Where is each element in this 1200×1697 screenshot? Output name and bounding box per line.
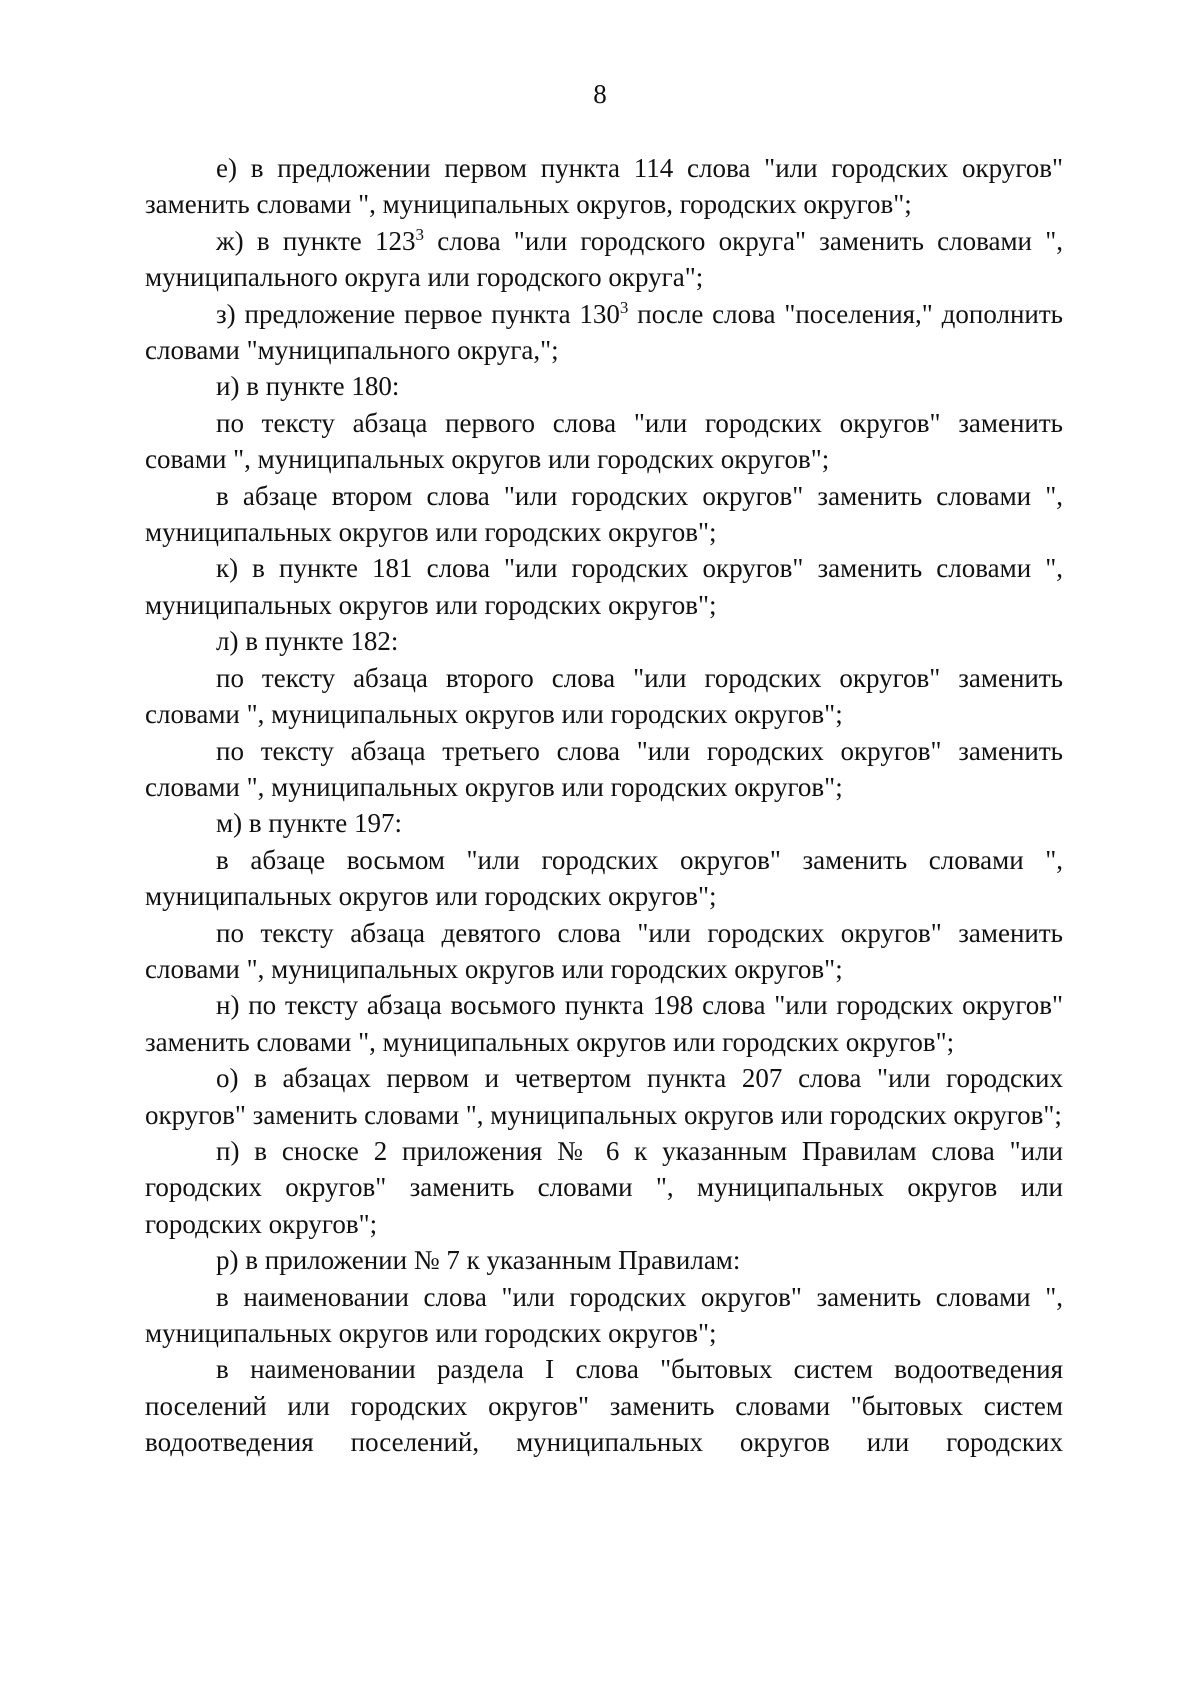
paragraph-text: ж) в пункте 123 [216,225,416,256]
paragraph-k: к) в пункте 181 слова "или городских округов" заменить словами ", муниципальных округов или городских округов"; [145,553,1063,620]
paragraph-l: л) в пункте 182: [216,626,399,657]
paragraph-m-2: по тексту абзаца девятого слова "или городских округов" заменить словами ", муниципальных округов или городских округов"; [145,917,1063,984]
paragraph-o: о) в абзацах первом и четвертом пункта 207 слова "или городских округов" заменить словами ", муниципальных округов или городских округов"; [145,1063,1063,1130]
paragraph-l-2: по тексту абзаца третьего слова "или городских округов" заменить словами ", муниципальных округов или городских округов"; [145,735,1063,802]
paragraph-p: п) в сноске 2 приложения № 6 к указанным Правилам слова "или городских округов" заменить словами ", муниципальных округов или городских округов"; [145,1135,1063,1239]
paragraph-r-2: в наименовании раздела I слова "бытовых систем водоотведения поселений или городских округов" заменить словами "бытовых систем водоотведения поселений, муниципальных округов или городских [145,1354,1063,1458]
paragraph-n: н) по тексту абзаца восьмого пункта 198 слова "или городских округов" заменить словами ", муниципальных округов или городских округов"; [145,990,1063,1057]
paragraph-m: м) в пункте 197: [216,808,403,839]
document-body [145,150,1063,1461]
paragraph-m-1: в абзаце восьмом "или городских округов" заменить словами ", муниципальных округов или городских округов"; [145,844,1063,912]
superscript: 3 [415,224,425,244]
paragraph-i-2: в абзаце втором слова "или городских округов" заменить словами ", муниципальных округов или городских округов"; [145,480,1063,548]
paragraph-zh [145,223,1063,296]
paragraph-r: р) в приложении № 7 к указанным Правилам: [216,1245,741,1276]
page-number: 8 [593,79,607,109]
paragraph-i: и) в пункте 180: [216,371,400,402]
superscript: 3 [619,297,629,317]
paragraph-z [145,296,1063,369]
paragraph-text: з) предложение первое пункта 130 [216,298,620,329]
paragraph-e: е) в предложении первом пункта 114 слова "или городских округов" заменить словами ", муниципальных округов, городских округов"; [145,153,1063,220]
paragraph-l-1: по тексту абзаца второго слова "или городских округов" заменить словами ", муниципальных округов или городских округов"; [145,662,1063,730]
paragraph-r-1: в наименовании слова "или городских округов" заменить словами ", муниципальных округов или городских округов"; [145,1281,1063,1348]
paragraph-i-1: по тексту абзаца первого слова "или городских округов" заменить совами ", муниципальных округов или городских округов"; [145,407,1063,475]
paragraph-text: слова "или городского округа" заменить словами ", муниципального округа или городского округа"; [145,225,1064,293]
paragraph-text: после слова "поселения," дополнить словами "муниципального округа,"; [145,298,1063,366]
